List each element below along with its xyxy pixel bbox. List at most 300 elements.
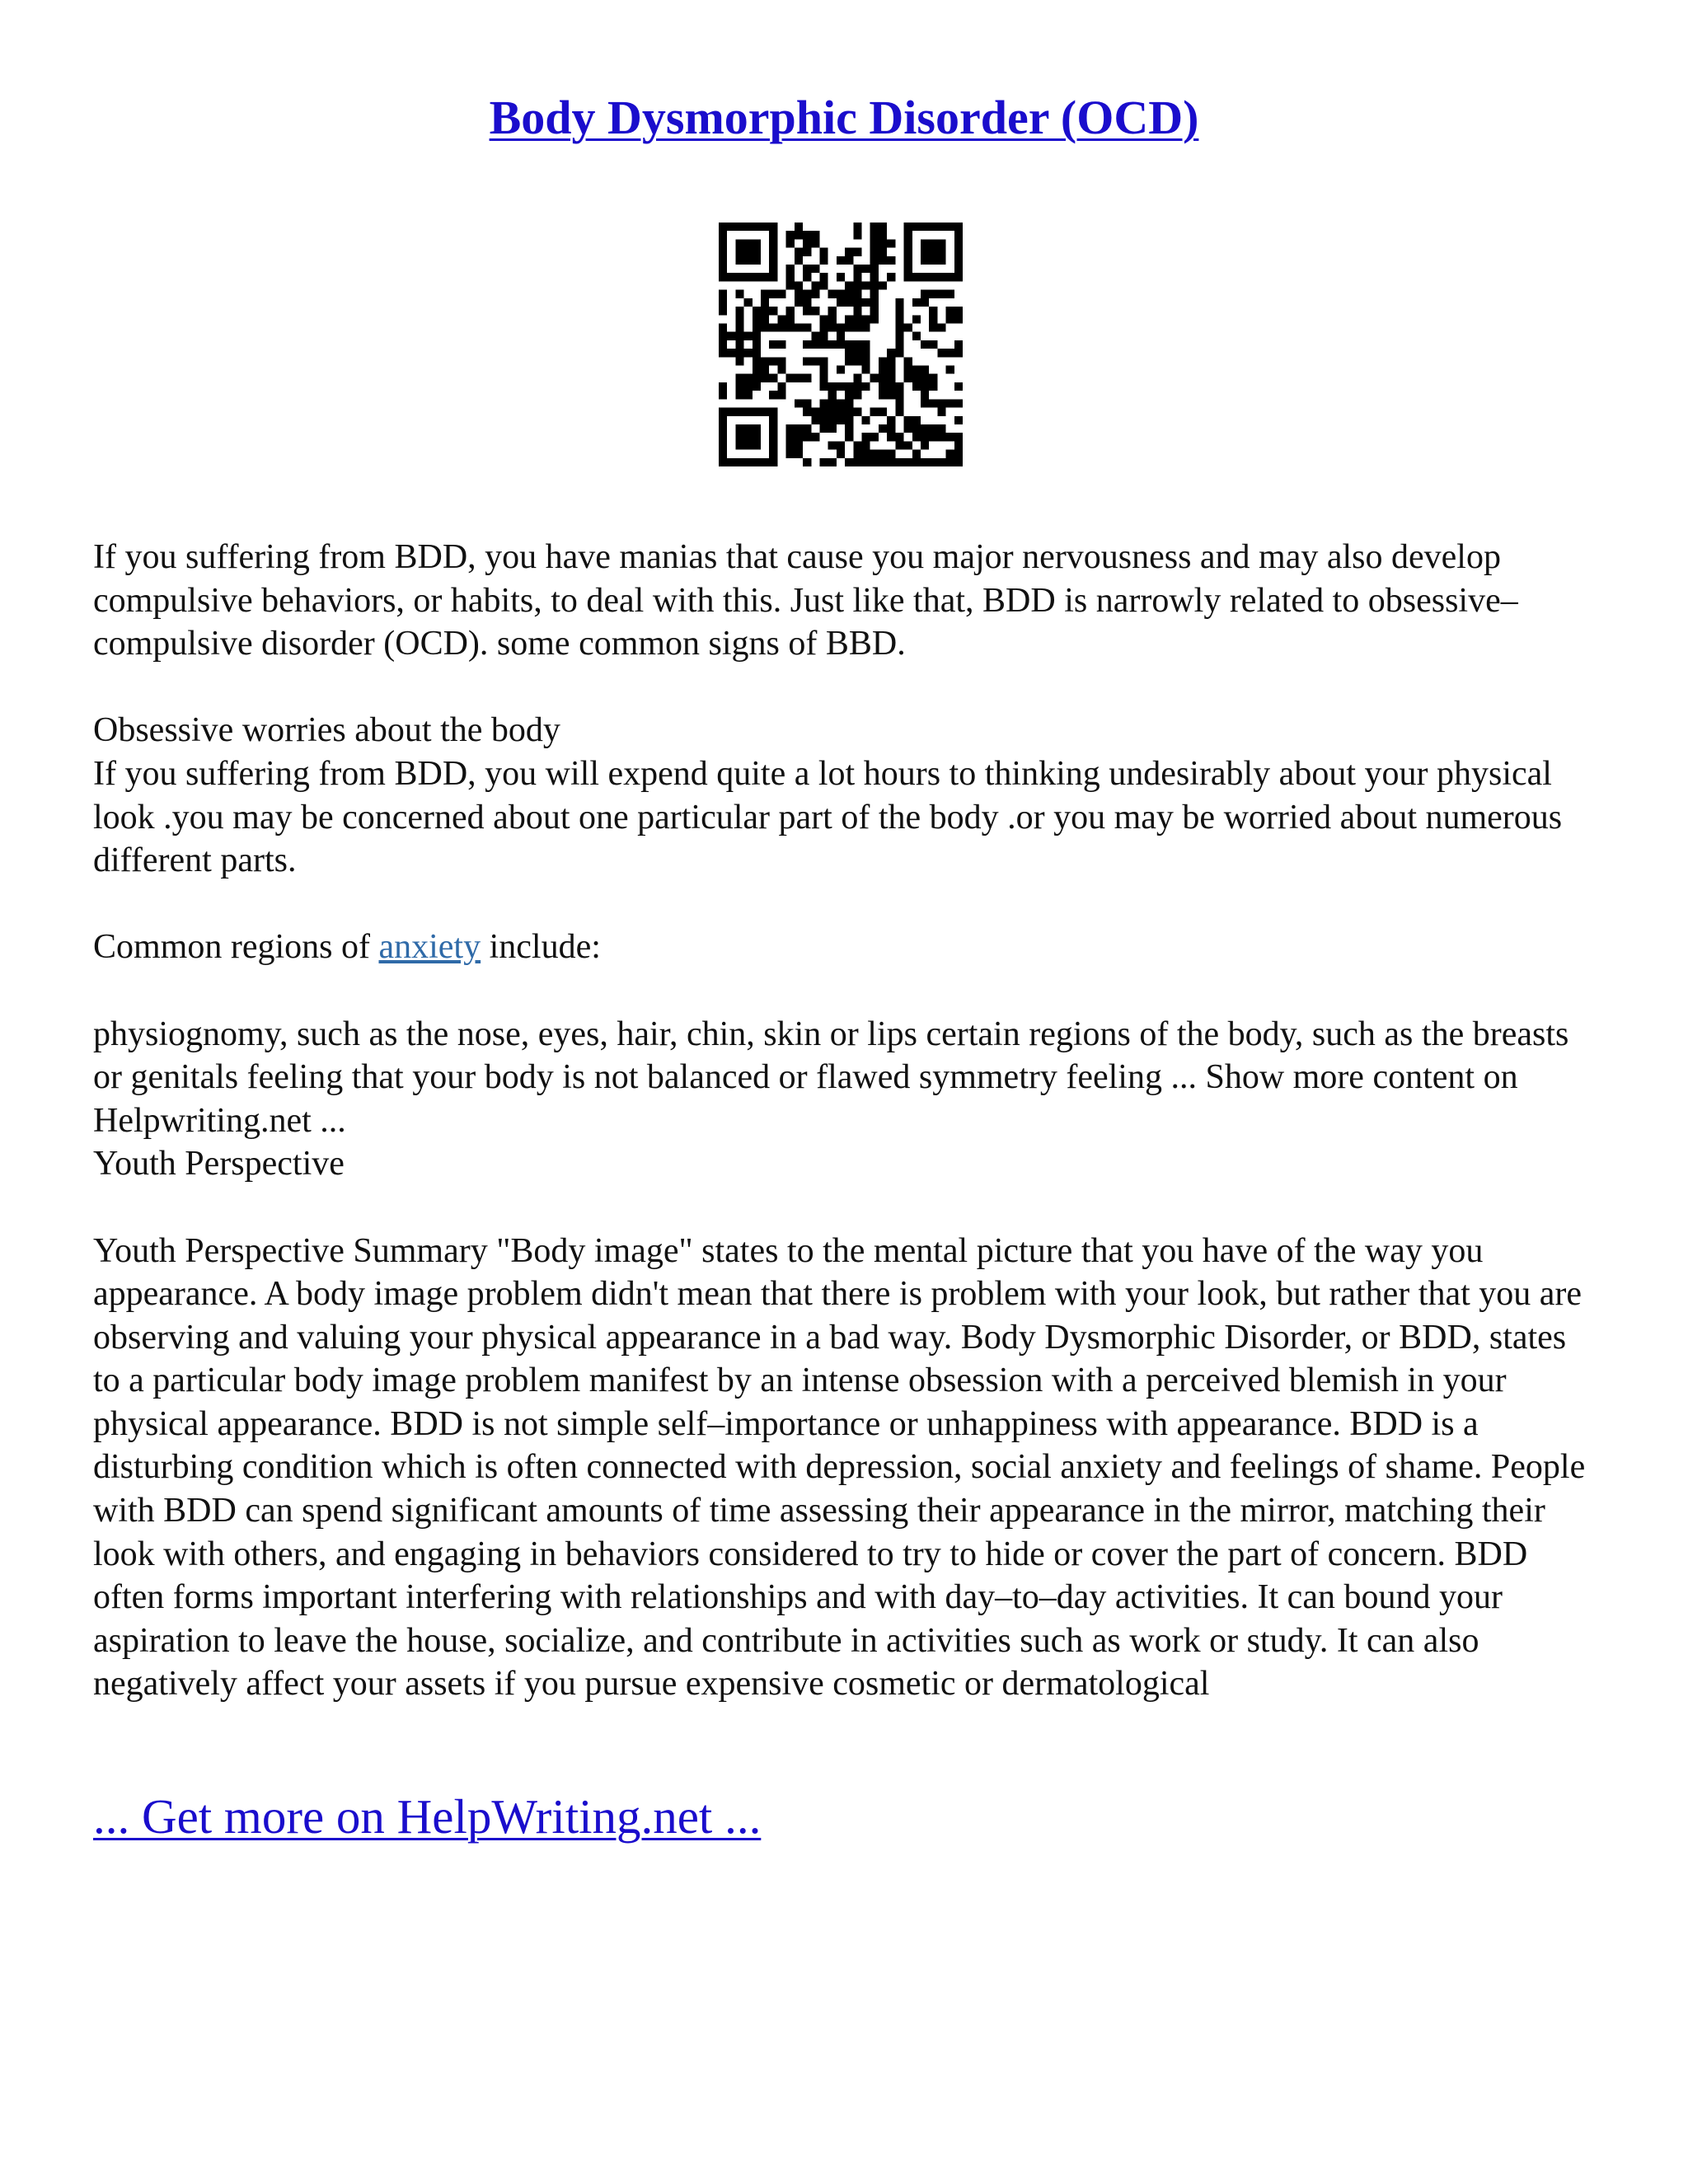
qr-module xyxy=(845,248,853,256)
qr-module xyxy=(887,391,895,399)
qr-module xyxy=(954,307,963,315)
qr-module xyxy=(811,340,819,349)
qr-module xyxy=(845,391,853,399)
qr-module xyxy=(803,399,811,407)
qr-module xyxy=(870,223,879,231)
qr-module xyxy=(946,458,954,466)
qr-module xyxy=(735,374,743,382)
qr-module xyxy=(761,374,769,382)
qr-module xyxy=(803,408,811,416)
qr-module xyxy=(946,450,954,458)
qr-module xyxy=(921,441,929,449)
qr-module xyxy=(862,433,870,441)
qr-module xyxy=(735,315,743,323)
qr-module xyxy=(803,273,811,281)
qr-module xyxy=(777,290,785,298)
qr-module xyxy=(753,349,761,357)
qr-module xyxy=(786,315,795,323)
qr-module xyxy=(895,458,903,466)
qr-module xyxy=(819,416,828,424)
qr-module xyxy=(761,307,769,315)
qr-module xyxy=(870,374,879,382)
qr-module xyxy=(753,340,761,349)
qr-module xyxy=(921,458,929,466)
qr-module xyxy=(921,374,929,382)
qr-module xyxy=(862,298,870,307)
qr-module xyxy=(795,450,803,458)
title-link[interactable]: Body Dysmorphic Disorder (OCD) xyxy=(489,91,1199,144)
qr-module xyxy=(954,433,963,441)
qr-module xyxy=(862,416,870,424)
qr-module xyxy=(862,315,870,323)
qr-module xyxy=(719,298,727,307)
qr-module xyxy=(735,290,743,298)
qr-module xyxy=(921,424,929,433)
qr-module xyxy=(803,307,811,315)
qr-module xyxy=(811,433,819,441)
qr-module xyxy=(811,239,819,247)
qr-module xyxy=(819,340,828,349)
qr-module xyxy=(753,315,761,323)
qr-module xyxy=(769,307,777,315)
qr-module xyxy=(753,323,761,331)
qr-module xyxy=(853,315,861,323)
qr-code-icon xyxy=(719,223,963,466)
qr-module xyxy=(853,450,861,458)
qr-module xyxy=(828,307,837,315)
qr-module xyxy=(887,239,895,247)
qr-module xyxy=(769,357,777,365)
qr-module xyxy=(761,357,769,365)
qr-module xyxy=(795,290,803,298)
qr-module xyxy=(853,357,861,365)
qr-module xyxy=(753,307,761,315)
qr-module xyxy=(887,416,895,424)
qr-module xyxy=(753,382,761,391)
qr-module xyxy=(879,256,887,265)
qr-module xyxy=(735,307,743,315)
qr-module xyxy=(895,307,903,315)
qr-module xyxy=(870,408,879,416)
qr-module xyxy=(946,399,954,407)
qr-module xyxy=(921,433,929,441)
qr-module xyxy=(870,265,879,273)
qr-module xyxy=(803,231,811,239)
qr-module xyxy=(845,433,853,441)
qr-module xyxy=(879,408,887,416)
qr-module xyxy=(828,399,837,407)
qr-module xyxy=(904,458,912,466)
qr-module xyxy=(862,450,870,458)
qr-module xyxy=(803,265,811,273)
qr-module xyxy=(761,323,769,331)
qr-module xyxy=(853,290,861,298)
qr-module xyxy=(954,441,963,449)
get-more-link[interactable]: ... Get more on HelpWriting.net ... xyxy=(93,1789,762,1844)
qr-module xyxy=(879,248,887,256)
qr-module xyxy=(862,458,870,466)
qr-module xyxy=(879,357,887,365)
qr-module xyxy=(870,256,879,265)
qr-module xyxy=(803,248,811,256)
qr-module xyxy=(837,399,845,407)
qr-module xyxy=(921,382,929,391)
qr-module xyxy=(853,265,861,273)
qr-module xyxy=(819,273,828,281)
qr-module xyxy=(719,340,727,349)
qr-module xyxy=(744,349,753,357)
qr-module xyxy=(870,450,879,458)
qr-module xyxy=(879,382,887,391)
qr-module xyxy=(904,416,912,424)
qr-module xyxy=(795,424,803,433)
qr-module xyxy=(912,433,921,441)
qr-module xyxy=(879,374,887,382)
qr-module xyxy=(819,458,828,466)
qr-module xyxy=(811,416,819,424)
qr-module xyxy=(895,332,903,340)
qr-module xyxy=(870,273,879,281)
qr-module xyxy=(870,248,879,256)
qr-module xyxy=(819,424,828,433)
qr-module xyxy=(769,323,777,331)
qr-module xyxy=(946,366,954,374)
qr-module xyxy=(862,323,870,331)
qr-module xyxy=(795,374,803,382)
qr-module xyxy=(777,366,785,374)
qr-module xyxy=(929,458,937,466)
qr-module xyxy=(735,357,743,365)
qr-module xyxy=(819,248,828,256)
qr-module xyxy=(862,382,870,391)
qr-module xyxy=(777,357,785,365)
qr-module xyxy=(819,399,828,407)
qr-module xyxy=(777,323,785,331)
qr-module xyxy=(904,357,912,365)
qr-module xyxy=(845,424,853,433)
qr-module xyxy=(862,349,870,357)
qr-module xyxy=(862,340,870,349)
qr-module xyxy=(769,391,777,399)
qr-module xyxy=(803,290,811,298)
qr-module xyxy=(828,441,837,449)
qr-module xyxy=(786,433,795,441)
qr-module xyxy=(744,298,753,307)
qr-module xyxy=(828,424,837,433)
qr-module xyxy=(929,382,937,391)
qr-module xyxy=(895,298,903,307)
qr-module xyxy=(811,307,819,315)
qr-module xyxy=(879,391,887,399)
qr-module xyxy=(895,391,903,399)
qr-module xyxy=(853,273,861,281)
qr-module xyxy=(887,349,895,357)
qr-module xyxy=(795,248,803,256)
qr-module xyxy=(786,281,795,289)
qr-module xyxy=(853,340,861,349)
qr-module xyxy=(870,239,879,247)
qr-module xyxy=(777,391,785,399)
qr-module xyxy=(904,441,912,449)
obsessive-heading: Obsessive worries about the body xyxy=(93,711,560,750)
qr-module xyxy=(879,366,887,374)
qr-module xyxy=(887,424,895,433)
qr-module xyxy=(811,332,819,340)
qr-module xyxy=(937,458,945,466)
qr-module xyxy=(853,248,861,256)
qr-module xyxy=(895,323,903,331)
qr-module xyxy=(853,231,861,239)
qr-module xyxy=(845,382,853,391)
qr-module xyxy=(727,349,735,357)
qr-module xyxy=(719,290,727,298)
qr-module xyxy=(753,332,761,340)
qr-module xyxy=(795,231,803,239)
qr-module xyxy=(845,349,853,357)
qr-module xyxy=(803,340,811,349)
qr-module xyxy=(853,458,861,466)
qr-module xyxy=(828,416,837,424)
qr-module xyxy=(819,374,828,382)
qr-module xyxy=(719,382,727,391)
qr-module xyxy=(837,382,845,391)
qr-module xyxy=(954,416,963,424)
qr-module xyxy=(895,382,903,391)
qr-module xyxy=(786,265,795,273)
qr-module xyxy=(828,323,837,331)
qr-module xyxy=(929,323,937,331)
qr-module xyxy=(761,290,769,298)
qr-module xyxy=(837,366,845,374)
qr-module xyxy=(870,290,879,298)
qr-module xyxy=(845,340,853,349)
qr-module xyxy=(929,433,937,441)
qr-module xyxy=(870,281,879,289)
qr-module xyxy=(870,433,879,441)
qr-module xyxy=(921,399,929,407)
qr-module xyxy=(786,307,795,315)
qr-module xyxy=(929,424,937,433)
qr-module xyxy=(929,307,937,315)
qr-module xyxy=(853,374,861,382)
qr-module xyxy=(937,290,945,298)
qr-module xyxy=(744,332,753,340)
qr-module xyxy=(879,458,887,466)
qr-module xyxy=(879,239,887,247)
qr-module xyxy=(795,399,803,407)
qr-module xyxy=(946,315,954,323)
qr-module xyxy=(837,450,845,458)
qr-module xyxy=(954,458,963,466)
qr-module xyxy=(912,458,921,466)
qr-module xyxy=(753,357,761,365)
qr-module xyxy=(895,408,903,416)
qr-module xyxy=(803,239,811,247)
qr-module xyxy=(862,357,870,365)
qr-module xyxy=(744,374,753,382)
qr-module xyxy=(887,450,895,458)
qr-module xyxy=(946,433,954,441)
qr-module xyxy=(870,458,879,466)
qr-module xyxy=(786,441,795,449)
qr-module xyxy=(929,374,937,382)
common-regions-paragraph xyxy=(93,926,1601,969)
common-regions-suffix: include: xyxy=(481,928,601,967)
qr-module xyxy=(887,382,895,391)
qr-module xyxy=(912,366,921,374)
qr-module xyxy=(837,340,845,349)
qr-module xyxy=(744,391,753,399)
qr-module xyxy=(912,424,921,433)
qr-module xyxy=(845,408,853,416)
qr-module xyxy=(719,332,727,340)
qr-module xyxy=(828,340,837,349)
qr-module xyxy=(769,340,777,349)
qr-module xyxy=(845,416,853,424)
qr-module xyxy=(811,281,819,289)
qr-module xyxy=(912,332,921,340)
qr-module xyxy=(727,332,735,340)
anxiety-link[interactable]: anxiety xyxy=(378,928,481,967)
qr-module xyxy=(795,298,803,307)
qr-module xyxy=(795,441,803,449)
qr-module xyxy=(753,374,761,382)
qr-module xyxy=(828,391,837,399)
qr-module xyxy=(912,450,921,458)
qr-module xyxy=(719,391,727,399)
paragraph-gap xyxy=(93,969,1601,1013)
youth-heading: Youth Perspective xyxy=(93,1145,345,1183)
qr-module xyxy=(946,290,954,298)
qr-module xyxy=(853,298,861,307)
qr-module xyxy=(937,349,945,357)
qr-module xyxy=(853,281,861,289)
qr-module xyxy=(879,223,887,231)
youth-summary-paragraph: Youth Perspective Summary "Body image" states to the mental picture that you have of the way you appearance. A body image problem didn't mean that there is problem with your look, but rather that you are observing and valuing your physical appearance in a bad way. Body Dysmorphic Disorder, or BDD, states to a particular body image problem manifest by an intense obsession with a perceived blemish in your physical appearance. BDD is not simple self–importance or unhappiness with appearance. BDD is a disturbing condition which is often connected with depression, social anxiety and feelings of shame. People with BDD can spend significant amounts of time assessing their appearance in the mirror, matching their look with others, and engaging in behaviors considered to try to hide or cover the part of concern. BDD often forms important interfering with relationships and with day–to–day activities. It can bound your aspiration to leave the house, socialize, and contribute in activities such as work or study. It can also negatively affect your assets if you pursue expensive cosmetic or dermatological xyxy=(93,1231,1586,1704)
qr-module xyxy=(828,315,837,323)
qr-module xyxy=(828,408,837,416)
article-body xyxy=(93,536,1601,1706)
qr-module xyxy=(853,349,861,357)
qr-module xyxy=(811,265,819,273)
qr-module xyxy=(761,298,769,307)
qr-module xyxy=(937,323,945,331)
qr-module xyxy=(786,374,795,382)
qr-module xyxy=(786,450,795,458)
qr-module xyxy=(837,298,845,307)
qr-module xyxy=(870,231,879,239)
qr-module xyxy=(921,366,929,374)
qr-module xyxy=(929,399,937,407)
paragraph-gap xyxy=(93,666,1601,710)
qr-module xyxy=(719,323,727,331)
qr-module xyxy=(954,315,963,323)
qr-module xyxy=(786,239,795,247)
qr-module xyxy=(845,315,853,323)
qr-module xyxy=(887,256,895,265)
qr-module xyxy=(912,298,921,307)
qr-module xyxy=(862,265,870,273)
qr-module xyxy=(845,357,853,365)
qr-module xyxy=(862,366,870,374)
paragraph-gap xyxy=(93,883,1601,926)
qr-module xyxy=(912,374,921,382)
qr-module xyxy=(777,315,785,323)
qr-module xyxy=(786,424,795,433)
obsessive-paragraph: If you suffering from BDD, you will expend quite a lot hours to thinking undesirably about your physical look .you may be concerned about one particular part of the body .or you may be worried about numerous different parts. xyxy=(93,754,1563,880)
qr-module xyxy=(870,307,879,315)
qr-module xyxy=(921,298,929,307)
qr-module xyxy=(853,223,861,231)
qr-module xyxy=(795,433,803,441)
qr-module xyxy=(954,450,963,458)
qr-module xyxy=(853,391,861,399)
qr-module xyxy=(845,290,853,298)
qr-module xyxy=(744,382,753,391)
qr-module xyxy=(912,315,921,323)
qr-module xyxy=(845,323,853,331)
qr-module xyxy=(921,391,929,399)
qr-module xyxy=(828,290,837,298)
qr-module xyxy=(828,458,837,466)
qr-module xyxy=(870,315,879,323)
qr-module xyxy=(819,315,828,323)
qr-module xyxy=(954,340,963,349)
qr-module xyxy=(937,408,945,416)
qr-module xyxy=(777,340,785,349)
qr-module xyxy=(929,290,937,298)
qr-module xyxy=(837,290,845,298)
qr-module xyxy=(937,433,945,441)
qr-module xyxy=(735,382,743,391)
qr-module xyxy=(795,256,803,265)
qr-module xyxy=(803,298,811,307)
common-regions-text: Common regions of xyxy=(93,928,379,967)
qr-module xyxy=(904,424,912,433)
qr-module xyxy=(887,357,895,365)
qr-module xyxy=(937,399,945,407)
qr-module xyxy=(795,323,803,331)
qr-module xyxy=(845,458,853,466)
qr-module xyxy=(870,298,879,307)
qr-module xyxy=(887,374,895,382)
qr-module xyxy=(837,256,845,265)
qr-module xyxy=(853,382,861,391)
qr-module xyxy=(954,349,963,357)
qr-module xyxy=(735,332,743,340)
qr-module xyxy=(819,357,828,365)
page-title xyxy=(0,89,1688,147)
qr-module xyxy=(819,366,828,374)
qr-module xyxy=(777,382,785,391)
qr-module xyxy=(837,441,845,449)
qr-module xyxy=(887,273,895,281)
qr-module xyxy=(786,231,795,239)
qr-module xyxy=(761,315,769,323)
qr-module xyxy=(845,256,853,265)
qr-module xyxy=(862,441,870,449)
qr-module xyxy=(845,298,853,307)
qr-module xyxy=(753,366,761,374)
qr-module xyxy=(735,391,743,399)
qr-module xyxy=(719,349,727,357)
qr-module xyxy=(837,408,845,416)
qr-module xyxy=(895,433,903,441)
qr-module xyxy=(921,340,929,349)
qr-module xyxy=(862,281,870,289)
qr-module xyxy=(904,374,912,382)
qr-module xyxy=(853,323,861,331)
